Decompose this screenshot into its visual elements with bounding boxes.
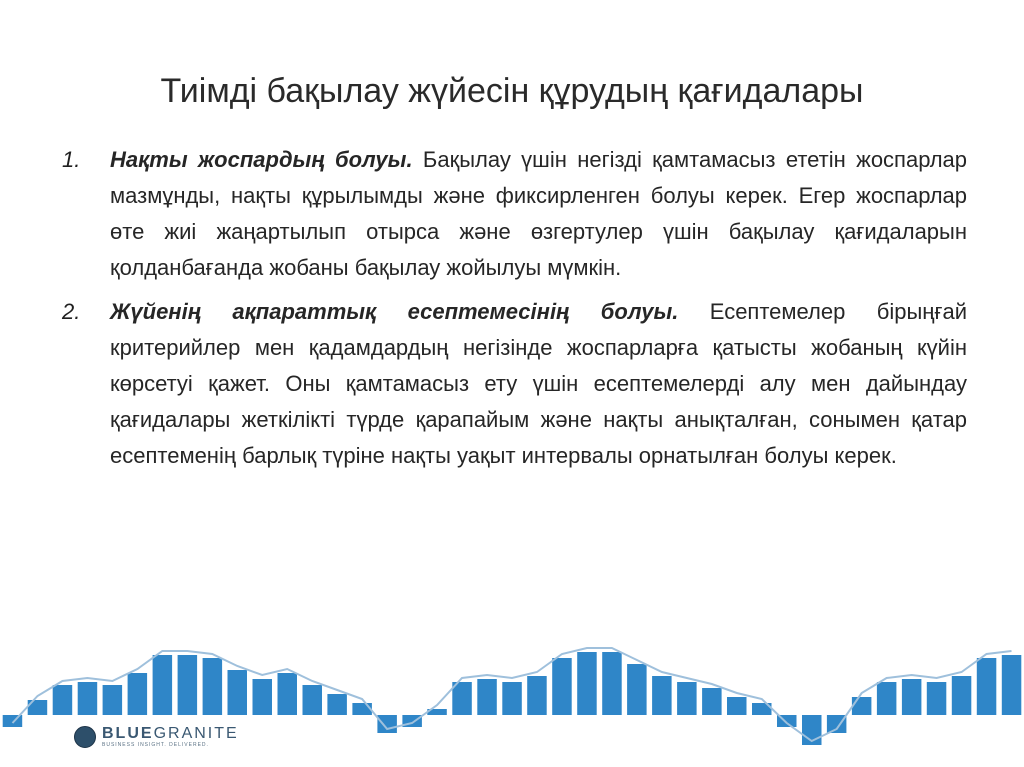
footer-bar [977, 658, 997, 715]
list-text [110, 294, 967, 474]
footer-bar [652, 676, 672, 715]
slide-title: Тиімді бақылау жүйесін құрудың қағидалары [160, 72, 864, 110]
footer-bar [602, 652, 622, 715]
item-lead: Нақты жоспардың болуы. [110, 147, 413, 172]
footer-bar [477, 679, 497, 715]
footer-bar [627, 664, 647, 715]
footer-bar [552, 658, 572, 715]
footer-bar [327, 694, 347, 715]
footer-bar [377, 715, 397, 733]
footer-bar [577, 652, 597, 715]
list-text [110, 142, 967, 286]
footer-bar [677, 682, 697, 715]
list-item [62, 294, 967, 474]
footer-bar [253, 679, 273, 715]
footer-bar [952, 676, 972, 715]
logo-mark-icon [74, 726, 96, 748]
numbered-list [62, 142, 967, 482]
list-item [62, 142, 967, 286]
footer-bar [78, 682, 98, 715]
footer-bar [877, 682, 897, 715]
footer-bar [128, 673, 148, 715]
footer-bar [278, 673, 298, 715]
footer-bar [502, 682, 522, 715]
bluegranite-logo [74, 722, 239, 752]
footer-bar [203, 658, 223, 715]
footer-bar [727, 697, 747, 715]
footer-bar [53, 685, 72, 715]
item-body: Бақылау үшін негізді қамтамасыз ететін жоспарлар мазмұнды, нақты құрылымды және фиксирленген болуы керек. Егер жоспарлар өте жиі жаңартылып отырса және өзгертулер үшін бақылау қағидаларын қолданбағанда жобаны бақылау жойылуы мүмкін. [110, 147, 967, 280]
logo-name: BLUEGRANITE [102, 724, 239, 742]
footer-bar [927, 682, 947, 715]
footer-bar [527, 676, 547, 715]
footer-bar [178, 655, 198, 715]
footer-bar [352, 703, 372, 715]
footer-bar [902, 679, 922, 715]
footer-bar [153, 655, 173, 715]
footer-bar [452, 682, 472, 715]
logo-tagline: BUSINESS INSIGHT. DELIVERED. [102, 741, 209, 748]
footer-bar [702, 688, 722, 715]
footer-bar [103, 685, 123, 715]
footer-bar [228, 670, 248, 715]
footer-bar [303, 685, 323, 715]
footer-bar [1002, 655, 1022, 715]
item-lead: Жүйенің ақпараттық есептемесінің болуы. [110, 299, 679, 324]
list-number: 1. [62, 147, 81, 172]
list-number: 2. [62, 299, 81, 324]
footer-bar [852, 697, 872, 715]
item-body: Есептемелер бірыңғай критерийлер мен қадамдардың негізінде жоспарларға қатысты жобаның күйін көрсетуі қажет. Оны қамтамасыз ету үшін есептемелерді алу мен дайындау қағидалары жеткілікті түрде қарапайым және нақты анықталған, сонымен қатар есептеменің барлық түріне нақты уақыт интервалы орнатылған болуы керек. [110, 299, 967, 468]
